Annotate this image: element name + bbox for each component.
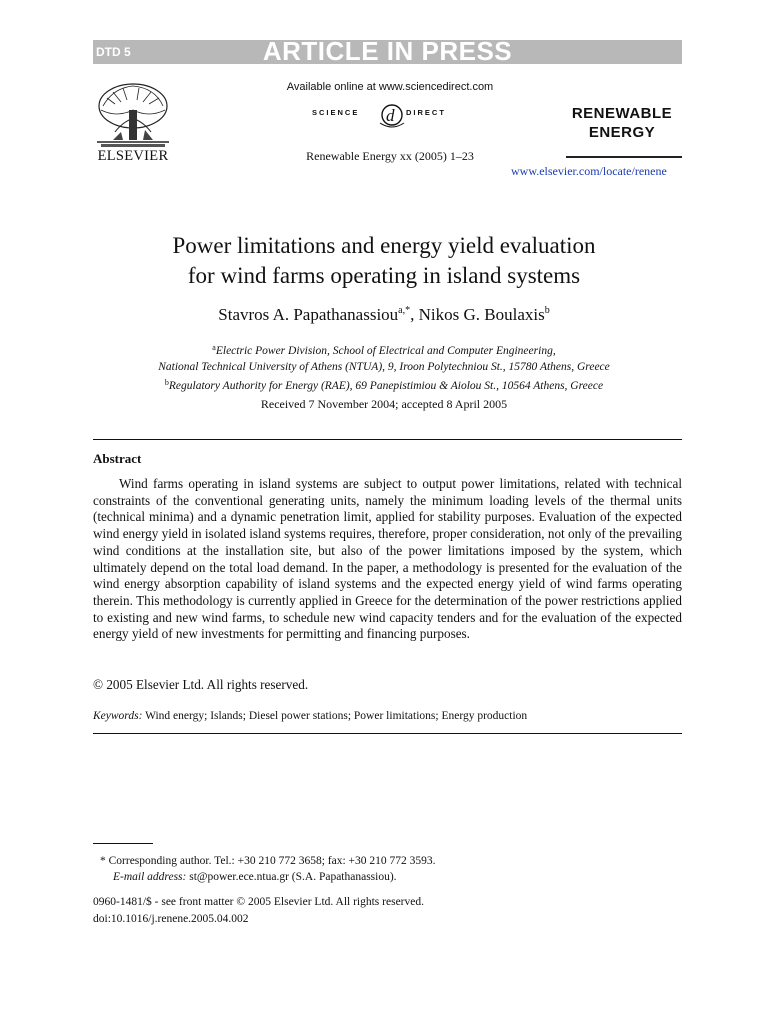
sciencedirect-left-word: SCIENCE [312, 108, 360, 117]
journal-reference: Renewable Energy xx (2005) 1–23 [306, 149, 474, 163]
affiliation-b-text: Regulatory Authority for Energy (RAE), 69 Panepistimiou & Aiolou St., 10564 Athens, Greece [168, 380, 604, 392]
keywords [93, 710, 527, 722]
journal-name-line-1: RENEWABLE [571, 105, 673, 122]
available-online-text: Available online at www.sciencedirect.com [286, 81, 494, 93]
keywords-list: Wind energy; Islands; Diesel power stations; Power limitations; Energy production [142, 710, 528, 722]
author-1-affiliation: a,* [398, 305, 411, 316]
affiliation-b-marker: b [164, 378, 169, 387]
publisher-name: ELSEVIER [97, 148, 169, 164]
title-line-1: Power limitations and energy yield evaluation [172, 233, 596, 258]
footnote [100, 853, 436, 885]
doi-line: doi:10.1016/j.renene.2005.04.002 [93, 913, 249, 925]
footnote-star: * [100, 855, 106, 867]
email-note [100, 869, 436, 885]
author-2-affiliation: b [544, 305, 550, 316]
journal-url-link[interactable]: www.elsevier.com/locate/renene [511, 164, 667, 178]
affiliation-a-text-1: Electric Power Division, School of Electrical and Computer Engineering, [215, 345, 556, 357]
affiliation-a-line-1 [60, 340, 708, 360]
abstract-heading: Abstract [93, 451, 142, 466]
abstract-copyright: © 2005 Elsevier Ltd. All rights reserved. [93, 677, 309, 692]
issn-line: 0960-1481/$ - see front matter © 2005 Elsevier Ltd. All rights reserved. [93, 896, 424, 908]
title-line-2: for wind farms operating in island systems [187, 263, 581, 288]
corresponding-author-note [100, 853, 436, 869]
author-list [60, 305, 708, 325]
footnote-rule [93, 843, 153, 844]
journal-name-line-2: ENERGY [588, 124, 656, 141]
affiliation-a-line-2: National Technical University of Athens (NTUA), 9, Iroon Polytechniou St., 15780 Athens, Greece [158, 360, 610, 373]
abstract-top-rule [93, 439, 682, 440]
abstract-text: Wind farms operating in island systems are subject to output power limitations, related with technical constraints of the conventional generating units, namely the minimum loading levels of the thermal units (technical minima) and a dynamic penetration limit, applied for stability purposes. Evaluation of the expected wind energy yield in isolated island systems requires, therefore, proper consideration, not only of the prevailing wind conditions at the installation site, but also of the power limitations imposed by the system, which ultimately depend on the total load demand. In the paper, a methodology is presented for the evaluation of the wind energy absorption capability of island systems and the expected energy yield of wind farms operating therein. This methodology is currently applied in Greece for the determination of the power restrictions applied to existing and new wind farms, to schedule new wind capacity tenders and for the evaluation of the expected energy yield of new investments for permitting and financing purposes. [93, 476, 682, 642]
author-2: Nikos G. Boulaxis [418, 305, 545, 324]
journal-rule [566, 156, 682, 158]
issn-block [93, 894, 424, 928]
abstract-bottom-rule [93, 733, 682, 734]
affiliations [60, 340, 708, 395]
elsevier-tree-logo [93, 80, 173, 148]
email-label: E-mail address: [113, 871, 187, 883]
affiliation-a-marker: a [212, 343, 216, 352]
keywords-label: Keywords: [93, 710, 143, 722]
corresponding-author-text: Corresponding author. Tel.: +30 210 772 3658; fax: +30 210 772 3593. [105, 855, 436, 867]
abstract-body [93, 476, 682, 643]
sciencedirect-right-word: DIRECT [406, 108, 446, 117]
dtd-label: DTD 5 [96, 45, 131, 59]
article-title [60, 231, 708, 291]
journal-name [562, 104, 682, 142]
affiliation-b [60, 375, 708, 395]
email-address[interactable]: st@power.ece.ntua.gr (S.A. Papathanassiou). [186, 871, 397, 883]
author-1: Stavros A. Papathanassiou [218, 305, 399, 324]
received-dates: Received 7 November 2004; accepted 8 April 2005 [260, 397, 508, 411]
article-in-press-title: ARTICLE IN PRESS [262, 36, 513, 66]
svg-text:d: d [386, 106, 395, 125]
author-separator: , [410, 305, 419, 324]
